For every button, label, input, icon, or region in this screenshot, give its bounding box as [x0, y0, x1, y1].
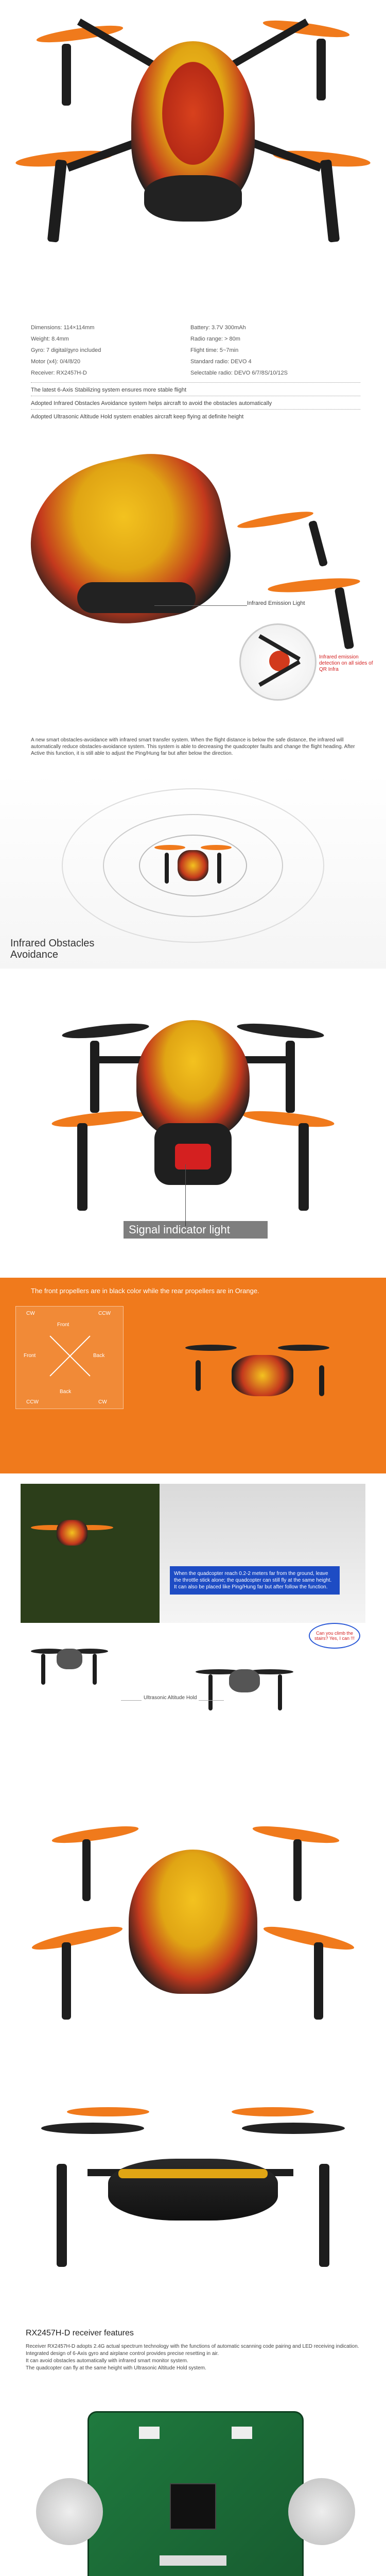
- prop-label-front: Front: [57, 1322, 69, 1328]
- infrared-magnifier: [239, 623, 317, 701]
- ultrasonic-caption: Ultrasonic Altitude Hold: [142, 1695, 199, 1701]
- ultrasonic-section: [0, 1484, 386, 1772]
- propeller-diagram: [15, 1306, 124, 1409]
- spec-flight-time: Flight time: 5~7min: [190, 347, 239, 353]
- receiver-board-image: [36, 2411, 350, 2576]
- prop-label-3: CCW: [26, 1399, 39, 1405]
- signal-drone-image: [0, 974, 386, 1267]
- spec-selectable-radio: Selectable radio: DEVO 6/7/8S/10/12S: [190, 370, 288, 376]
- infrared-emitter-label: Infrared Emission Light: [247, 600, 305, 606]
- signal-caption: Signal indicator light: [124, 1221, 268, 1239]
- prop-label-1: CW: [26, 1311, 35, 1316]
- propeller-section: [0, 1278, 386, 1473]
- rx-bullet-1: Receiver RX2457H-D adopts 2.4G actual spectrum technology with the functions of automatic scanning code pairing and LED receiving indication.: [26, 2344, 359, 2349]
- rx-section: [26, 2329, 365, 2372]
- feature-1: The latest 6-Axis Stabilizing system ensures more stable flight: [31, 387, 187, 393]
- spec-battery: Battery: 3.7V 300mAh: [190, 325, 246, 331]
- prop-label-back-2: Back: [93, 1353, 105, 1359]
- hero-drone-image: [15, 5, 371, 294]
- infrared-callout-label: Infrared emission detection on all sides of QR Infra: [319, 654, 373, 672]
- infrared-schematic-image: [0, 773, 386, 969]
- spec-receiver: Receiver: RX2457H-D: [31, 370, 87, 376]
- rx-title: RX2457H-D receiver features: [26, 2329, 134, 2337]
- prop-label-front-2: Front: [24, 1353, 36, 1359]
- prop-label-2: CCW: [98, 1311, 111, 1316]
- propeller-drone-image: [165, 1340, 360, 1453]
- spec-radio-range: Radio range: > 80m: [190, 336, 240, 342]
- infrared-drone-image: [0, 443, 386, 732]
- propeller-banner-text: The front propellers are in black color while the rear propellers are in Orange.: [31, 1287, 259, 1295]
- prop-label-back: Back: [60, 1389, 72, 1395]
- spec-dimensions: Dimensions: 114×114mm: [31, 325, 95, 331]
- feature-3: Adopted Ultrasonic Altitude Hold system enables aircraft keep flying at definite height: [31, 414, 244, 420]
- rx-bullet-3: It can avoid obstacles automatically with infrared smart monitor system.: [26, 2358, 188, 2364]
- ultrasonic-bubble: Can you climb the stairs? Yes, I can !!!: [309, 1623, 360, 1649]
- rx-bullet-2: Integrated design of 6-Axis gyro and airplane control provides precise resetting in air.: [26, 2351, 219, 2357]
- spec-standard-radio: Standard radio: DEVO 4: [190, 359, 252, 365]
- ultrasonic-note: When the quadcopter reach 0.2-2 meters far from the ground, leave the throttle stick alone; the quadcopter can still fly at the same height. It can also be placed like Ping/Hung far but after follow the function.: [170, 1566, 340, 1595]
- feature-2: Adopted Infrared Obstacles Avoidance system helps aircraft to avoid the obstacles automatically: [31, 400, 272, 406]
- prop-label-4: CW: [98, 1399, 107, 1405]
- product-photo-2: [26, 2092, 360, 2287]
- rx-bullet-4: The quadcopter can fly at the same height with Ultrasonic Altitude Hold system.: [26, 2365, 206, 2371]
- spec-weight: Weight: 8.4mm: [31, 336, 69, 342]
- specs-block: [31, 325, 360, 428]
- spec-gyro: Gyro: 7 digital/gyro included: [31, 347, 101, 353]
- infrared-description: A new smart obstacles-avoidance with infrared smart transfer system. When the flight distance is below the safe distance, the infrared will automatically reduce obstacles-avoidance system. This system is able to decreasing the quadcopter faults and change the flight heading. After Active this function, it is still able to adjust the Ping/Hung far but after below the direction.: [31, 737, 355, 756]
- infrared-caption: Infrared Obstacles Avoidance: [10, 938, 95, 960]
- spec-motor: Motor (x4): 0/4/8/20: [31, 359, 80, 365]
- product-photo-1: [31, 1814, 355, 2030]
